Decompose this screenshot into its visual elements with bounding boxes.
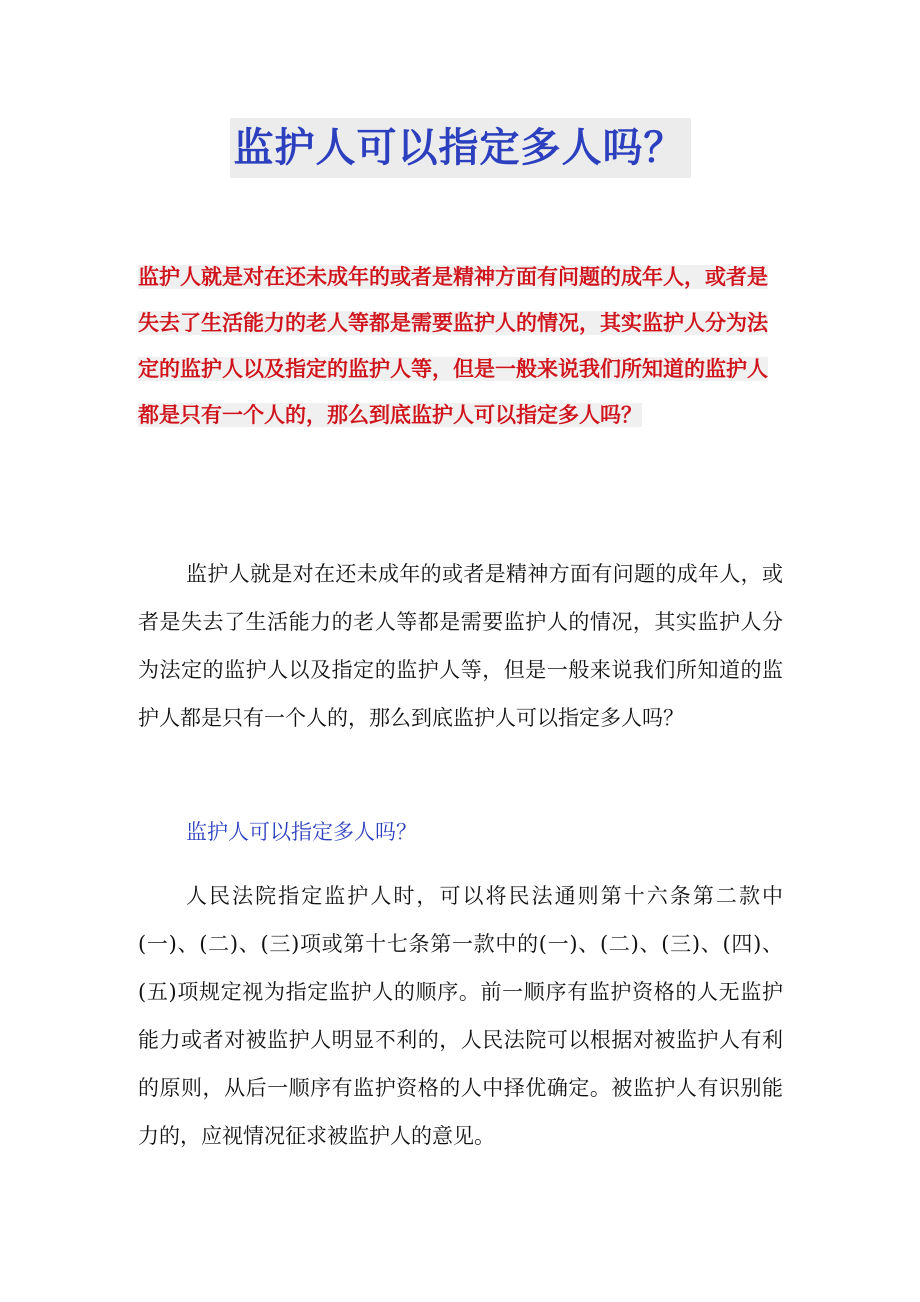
page-title: 监护人可以指定多人吗？ (230, 118, 691, 178)
summary-text: 监护人就是对在还未成年的或者是精神方面有问题的成年人，或者是失去了生活能力的老人等都是需要监护人的情况，其实监护人分为法定的监护人以及指定的监护人等，但是一般来说我们所知道的监护人都是只有一个人的，那么到底监护人可以指定多人吗？ (138, 265, 768, 427)
summary-block (138, 254, 783, 438)
title-container (0, 118, 920, 178)
section-heading: 监护人可以指定多人吗？ (186, 820, 417, 844)
paragraph-2: 人民法院指定监护人时，可以将民法通则第十六条第二款中(一)、(二)、(三)项或第十七条第一款中的(一)、(二)、(三)、(四)、(五)项规定视为指定监护人的顺序。前一顺序有监护资格的人无监护能力或者对被监护人明显不利的，人民法院可以根据对被监护人有利的原则，从后一顺序有监护资格的人中择优确定。被监护人有识别能力的，应视情况征求被监护人的意见。 (138, 884, 783, 1148)
paragraph-1: 监护人就是对在还未成年的或者是精神方面有问题的成年人，或者是失去了生活能力的老人等都是需要监护人的情况，其实监护人分为法定的监护人以及指定的监护人等，但是一般来说我们所知道的监护人都是只有一个人的，那么到底监护人可以指定多人吗？ (138, 562, 783, 730)
